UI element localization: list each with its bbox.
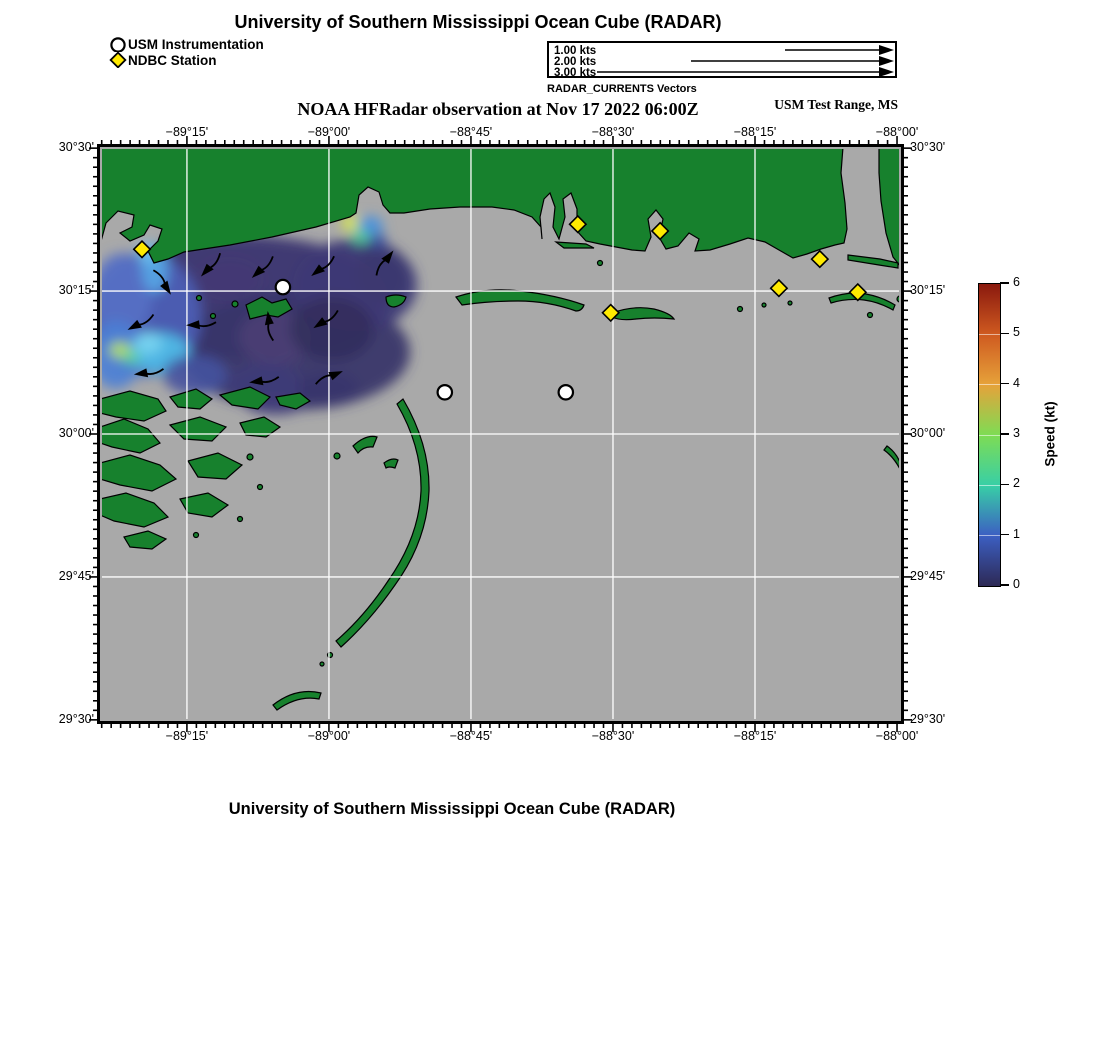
marsh-dot	[238, 517, 243, 522]
lon-label-top: −89°15'	[165, 125, 209, 139]
colorbar-tick-label: 5	[1013, 325, 1020, 340]
colorbar-tick	[1000, 282, 1009, 284]
colorbar-tick-label: 3	[1013, 426, 1020, 440]
colorbar-label: Speed (kt)	[1042, 401, 1058, 467]
island-dot	[738, 307, 743, 312]
island-dot	[334, 453, 340, 459]
speed-raster-blob	[369, 233, 387, 249]
lat-label-left: 30°30'	[58, 140, 94, 155]
island-dot	[232, 301, 238, 307]
legend-item-ndbc	[108, 52, 264, 68]
legend-label-ndbc: NDBC Station	[128, 52, 217, 68]
lon-label-bottom: −88°45'	[449, 729, 493, 743]
colorbar-tick	[1000, 484, 1009, 486]
lon-label-top: −89°00'	[307, 125, 351, 139]
legend-item-usm	[108, 36, 264, 52]
island-dot	[788, 301, 792, 305]
vector-scale-box	[547, 41, 897, 78]
colorbar-tick-label: 6	[1013, 275, 1020, 289]
colorbar-tick-label: 4	[1013, 375, 1020, 390]
map-symbol-legend	[108, 36, 264, 68]
colorbar-tick	[1000, 433, 1009, 435]
colorbar-gridline	[979, 485, 1000, 486]
lon-label-bottom: −88°15'	[733, 729, 777, 743]
lat-label-left: 29°30'	[58, 711, 94, 726]
scale-row-3: 3.00 kts	[554, 67, 597, 79]
lat-label-right: 30°15'	[910, 283, 946, 298]
scale-row-2: 2.00 kts	[554, 56, 597, 68]
lon-label-bottom: −88°30'	[591, 729, 635, 743]
lat-label-left: 30°15'	[58, 283, 94, 298]
lon-label-top: −88°00'	[875, 125, 919, 139]
colorbar-tick	[1000, 333, 1009, 335]
vector-scale-arrows	[549, 43, 895, 76]
island-dot	[598, 261, 603, 266]
marsh-dot	[247, 454, 253, 460]
lat-label-left: 29°45'	[58, 568, 94, 583]
colorbar-tick-label: 0	[1013, 577, 1020, 591]
speed-raster-blob	[122, 352, 140, 364]
colorbar-tick	[1000, 534, 1009, 536]
lon-label-bottom: −88°00'	[875, 729, 919, 743]
range-label: USM Test Range, MS	[774, 97, 898, 112]
usm-instrumentation-marker	[438, 385, 452, 399]
marsh-dot	[258, 485, 263, 490]
map-canvas	[100, 147, 901, 721]
marsh-dot	[194, 533, 199, 538]
island-dot	[320, 662, 324, 666]
colorbar-tick	[1000, 383, 1009, 385]
speed-raster-blob	[134, 332, 162, 354]
speed-raster-blob	[352, 230, 370, 244]
scale-arrow-head	[879, 45, 894, 55]
lat-label-left: 30°00'	[58, 426, 94, 440]
island-dot	[868, 313, 873, 318]
island-dot	[211, 314, 216, 319]
usm-instrumentation-marker	[559, 385, 573, 399]
colorbar	[978, 283, 1001, 587]
lat-label-right: 29°45'	[910, 568, 946, 583]
colorbar-tick-label: 1	[1013, 526, 1020, 541]
island-dot	[197, 296, 202, 301]
map-figure	[90, 137, 911, 731]
usm-circle-icon	[108, 36, 128, 52]
lon-label-bottom: −89°00'	[307, 729, 351, 743]
scale-row-1: 1.00 kts	[554, 45, 597, 57]
figure-title-bottom: University of Southern Mississippi Ocean Cube (RADAR)	[228, 800, 676, 818]
lon-label-bottom: −89°15'	[165, 729, 209, 743]
scale-arrow-head	[879, 67, 894, 76]
speed-raster-blob	[290, 297, 374, 361]
lat-label-right: 30°00'	[910, 426, 946, 440]
map-subtitle: NOAA HFRadar observation at Nov 17 2022 06:00Z	[297, 99, 699, 119]
lat-label-right: 29°30'	[910, 711, 946, 726]
lon-label-top: −88°45'	[449, 125, 493, 139]
colorbar-gridline	[979, 435, 1000, 436]
colorbar-tick-label: 2	[1013, 476, 1020, 491]
legend-label-usm: USM Instrumentation	[128, 36, 264, 52]
usm-instrumentation-marker	[276, 280, 290, 294]
ndbc-diamond-icon	[108, 52, 128, 68]
colorbar-gridline	[979, 334, 1000, 335]
lon-label-top: −88°15'	[733, 125, 777, 139]
speed-raster-blob	[196, 257, 264, 301]
lat-label-right: 30°30'	[910, 140, 946, 155]
figure-title-top: University of Southern Mississippi Ocean Cube (RADAR)	[234, 12, 722, 32]
colorbar-gridline	[979, 384, 1000, 385]
scale-arrow-head	[879, 56, 894, 66]
colorbar-tick	[1000, 584, 1009, 586]
vector-scale-caption: RADAR_CURRENTS Vectors	[547, 83, 697, 95]
lon-label-top: −88°30'	[591, 125, 635, 139]
colorbar-gridline	[979, 535, 1000, 536]
island-dot	[762, 303, 766, 307]
